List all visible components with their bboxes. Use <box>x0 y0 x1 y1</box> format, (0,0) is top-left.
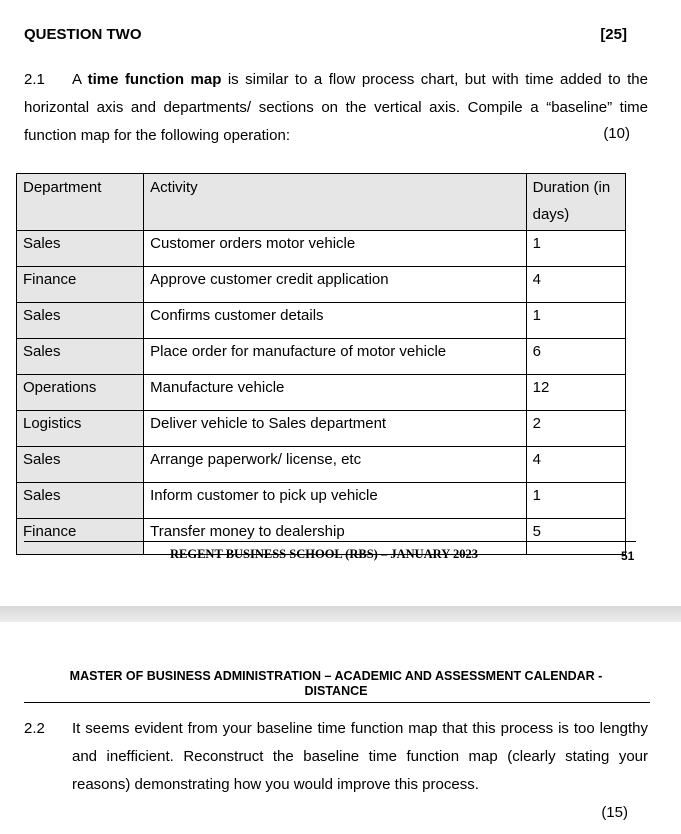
activity-cell: Deliver vehicle to Sales department <box>144 411 526 447</box>
duration-cell: 12 <box>526 375 625 411</box>
table-row <box>17 483 626 519</box>
duration-cell: 1 <box>526 231 625 267</box>
footer-text: REGENT BUSINESS SCHOOL (RBS) – JANUARY 2023 <box>170 547 478 561</box>
department-cell: Sales <box>17 339 144 375</box>
question-2-2-text: It seems evident from your baseline time function map that this process is too lengthy and inefficient. Reconstruct the baseline time function map (clearly stating your reasons) demonstrating how you would improve this process. <box>72 720 648 793</box>
question-title: QUESTION TWO <box>24 26 142 43</box>
activity-cell: Approve customer credit application <box>144 267 526 303</box>
question-2-1-marks: (10) <box>603 125 630 142</box>
text-before: A <box>72 71 88 88</box>
department-cell: Finance <box>17 267 144 303</box>
calendar-header-line1: MASTER OF BUSINESS ADMINISTRATION – ACADEMIC AND ASSESSMENT CALENDAR - <box>69 669 603 683</box>
text-after: is similar to a flow process chart, but with time added to the horizontal axis and departments/ sections on the vertical axis. Compile a “baseline” time function map for the following operation: <box>24 71 648 144</box>
activity-cell: Inform customer to pick up vehicle <box>144 483 526 519</box>
operations-table <box>16 173 626 555</box>
duration-cell: 2 <box>526 411 625 447</box>
calendar-header-line2: DISTANCE <box>304 684 368 698</box>
question-marks: [25] <box>600 26 627 43</box>
question-2-2-marks: (15) <box>601 804 628 821</box>
department-cell: Logistics <box>17 411 144 447</box>
duration-cell: 4 <box>526 267 625 303</box>
duration-cell: 1 <box>526 483 625 519</box>
header-department: Department <box>17 174 144 231</box>
header-activity: Activity <box>144 174 526 231</box>
duration-cell: 6 <box>526 339 625 375</box>
department-cell: Sales <box>17 303 144 339</box>
table-row <box>17 267 626 303</box>
table-row <box>17 447 626 483</box>
header-divider <box>24 702 650 703</box>
question-number: 2.1 <box>24 71 45 88</box>
activity-cell: Confirms customer details <box>144 303 526 339</box>
table-row <box>17 411 626 447</box>
bold-term: time function map <box>87 71 222 88</box>
calendar-header <box>24 669 648 699</box>
table-row <box>17 303 626 339</box>
header-duration: Duration (in days) <box>526 174 625 231</box>
duration-cell: 5 <box>526 519 625 555</box>
department-cell: Finance <box>17 519 144 555</box>
activity-cell: Customer orders motor vehicle <box>144 231 526 267</box>
table-row <box>17 231 626 267</box>
footer-divider <box>24 541 636 542</box>
activity-cell: Transfer money to dealership <box>144 519 526 555</box>
table-header-row <box>17 174 626 231</box>
page-break <box>0 606 681 622</box>
table-row <box>17 339 626 375</box>
activity-cell: Place order for manufacture of motor vehicle <box>144 339 526 375</box>
duration-cell: 4 <box>526 447 625 483</box>
department-cell: Operations <box>17 375 144 411</box>
department-cell: Sales <box>17 483 144 519</box>
department-cell: Sales <box>17 231 144 267</box>
table-row <box>17 375 626 411</box>
question-number: 2.2 <box>24 720 45 737</box>
activity-cell: Manufacture vehicle <box>144 375 526 411</box>
page-number: 51 <box>621 549 635 563</box>
question-2-1-text <box>24 66 648 150</box>
department-cell: Sales <box>17 447 144 483</box>
duration-cell: 1 <box>526 303 625 339</box>
activity-cell: Arrange paperwork/ license, etc <box>144 447 526 483</box>
